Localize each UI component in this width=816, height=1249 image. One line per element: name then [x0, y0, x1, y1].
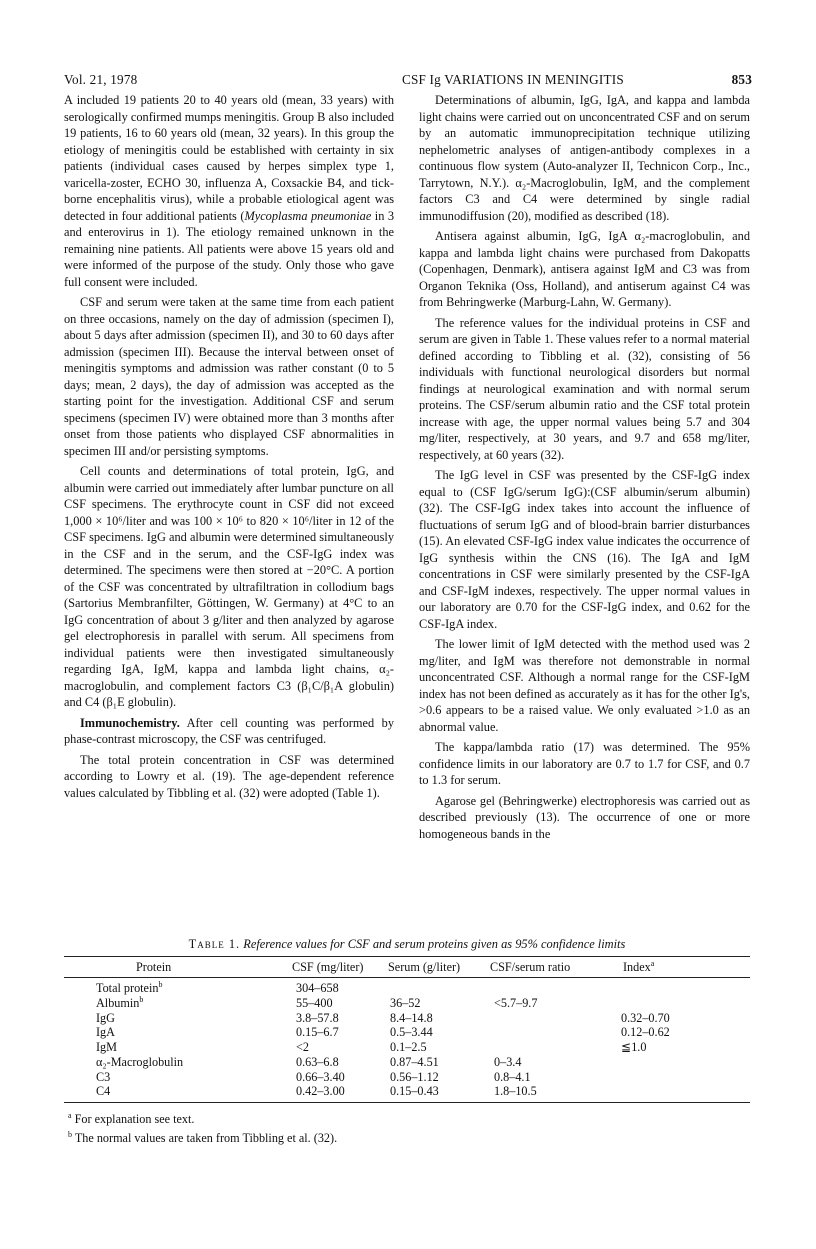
cell-serum [376, 1084, 486, 1099]
header-serum: Serum (g/liter) [388, 959, 461, 974]
footnote-mark: b [139, 995, 144, 1005]
cell-index-text: 0.32–0.70 [621, 1010, 670, 1025]
footnote-mark: b [68, 1130, 72, 1140]
cell-protein [64, 1070, 246, 1085]
cell-csf-text: 55–400 [296, 995, 333, 1010]
paragraph: Agarose gel (Behringwerke) electrophoresis was carried out as described previously (13). The occurrence of one or more homogeneous bands in the [419, 793, 750, 841]
cell-serum-text: 0.5–3.44 [390, 1025, 433, 1040]
cell-serum-text: 0.87–4.51 [390, 1054, 439, 1069]
table-row [64, 996, 750, 1011]
cell-index-text: ≦1.0 [621, 1040, 647, 1055]
header-protein: Protein [136, 959, 172, 974]
paragraph: A included 19 patients 20 to 40 years old (mean, 33 years) with serologically confirmed mumps meningitis. Group B also included 19 patients, 16 to 60 years old (mean, 32 years). In this group the etiology of meningitis could be established with certainty in six patients (individual cases caused by herpes simplex type 1, varicella-zoster, ECHO 30, influenza A, Coxsackie B4, and tick-borne encephalitis virus), while a probable etiological agent was detected in four additional patients (Mycoplasma pneumoniae in 3 and enterovirus in 1). The etiology remained unknown in the remaining nine patients. All patients were above 15 years old and were informed of the purpose of the study. Only those who gave full consent were included. [64, 93, 394, 289]
cell-protein [64, 995, 246, 1011]
section-heading: Immunochemistry. [80, 715, 180, 730]
cell-protein-text: IgG [96, 1010, 115, 1025]
cell-index [601, 1011, 721, 1026]
cell-serum [376, 996, 486, 1011]
cell-ratio [486, 1055, 601, 1070]
cell-ratio [486, 1070, 601, 1085]
paragraph-text: After cell counting was performed by phase-contrast microscopy, the CSF was centrifuged. [64, 715, 394, 746]
paragraph: The kappa/lambda ratio (17) was determined. The 95% confidence limits in our laboratory are 0.7 to 1.7 for CSF, and 0.7 to 1.3 for serum. [419, 740, 750, 787]
cell-serum-text: 0.56–1.12 [390, 1069, 439, 1084]
paragraph: The total protein concentration in CSF was determined according to Lowry et al. (19). The age-dependent reference values calculated by Tibbling et al. (32) were adopted (Table 1). [64, 752, 394, 800]
cell-serum [376, 1040, 486, 1055]
cell-protein [64, 1011, 246, 1026]
table-row [64, 1070, 750, 1085]
left-column [64, 92, 394, 801]
paragraph: The IgG level in CSF was presented by the CSF-IgG index equal to (CSF IgG/serum IgG):(CSF albumin/serum albumin) (32). The CSF-IgG index takes into account the influence of fluctuations of serum IgG and of blood-brain barrier disturbances (15). An elevated CSF-IgG index value indicates the occurrence of IgG synthesis within the CNS (16). The IgA and IgM concentrations in CSF were similarly presented by the CSF-IgA and CSF-IgM indexes, respectively. The upper normal values in our laboratory are 0.70 for the CSF-IgG index, and 0.62 for the CSF-IgA index. [419, 468, 750, 631]
cell-csf-text: 0.66–3.40 [296, 1069, 345, 1084]
footnote [64, 1108, 750, 1127]
cell-protein-text: C3 [96, 1069, 111, 1084]
cell-index [601, 1025, 721, 1040]
running-title: CSF Ig VARIATIONS IN MENINGITIS [402, 72, 624, 87]
cell-protein-text: IgM [96, 1040, 117, 1055]
reference-values-table [64, 956, 750, 1103]
cell-csf [246, 1084, 376, 1099]
footnote-text: The normal values are taken from Tibbling et al. (32). [72, 1131, 338, 1146]
paragraph: CSF and serum were taken at the same time from each patient on three occasions, namely on the day of admission (specimen I), about 5 days after admission (specimen II), and 30 to 60 days after admission (specimen III). Because the interval between onset of meningitis symptoms and admission was rather constant (0 to 5 days; mean, 2 days), the day of admission was accepted as the starting point for the investigation. Additional CSF and serum specimens (specimen IV) were obtained more than 3 months after onset from those patients who displayed CSF abnormalities in specimen III and/or persisting symptoms. [64, 295, 394, 458]
header-csf: CSF (mg/liter) [292, 959, 364, 974]
header-index [601, 959, 721, 975]
cell-serum-text: 8.4–14.8 [390, 1010, 433, 1025]
cell-serum-text: 0.1–2.5 [390, 1040, 427, 1055]
table-caption: Reference values for CSF and serum proteins given as 95% confidence limits [243, 937, 626, 951]
cell-protein [64, 1055, 246, 1070]
cell-csf-text: 0.42–3.00 [296, 1084, 345, 1099]
running-header [402, 72, 752, 88]
table-title [64, 937, 750, 952]
table-header-row [64, 957, 750, 977]
cell-csf [246, 1040, 376, 1055]
cell-ratio-text: 0–3.4 [494, 1054, 522, 1069]
cell-protein [64, 1025, 246, 1040]
paragraph [64, 715, 394, 748]
table-row [64, 1055, 750, 1070]
page-number: 853 [731, 72, 752, 87]
table-row [64, 1011, 750, 1026]
organism-name: Mycoplasma pneumoniae [244, 208, 372, 223]
cell-csf [246, 1025, 376, 1040]
cell-serum-text: 0.15–0.43 [390, 1084, 439, 1099]
cell-csf [246, 1055, 376, 1070]
cell-protein-text: C4 [96, 1084, 111, 1099]
cell-protein-text: Albumin [96, 996, 140, 1011]
cell-protein [64, 1040, 246, 1055]
cell-protein [64, 980, 246, 996]
cell-serum-text: 36–52 [390, 995, 421, 1010]
cell-csf-text: 0.15–6.7 [296, 1025, 339, 1040]
cell-serum [376, 1070, 486, 1085]
cell-index-text: 0.12–0.62 [621, 1025, 670, 1040]
footnote [64, 1127, 750, 1146]
paragraph: Determinations of albumin, IgG, IgA, and kappa and lambda light chains were carried out on unconcentrated CSF and on serum by an automatic immunoprecipitation technique utilizing nephelometric analyses of antigen-antibody complexes in a continuous flow system (Auto-analyzer II, Technicon Corp., Inc., Tarrytown, N.Y.). α₂-Macroglobulin, IgM, and the complement factors C3 and C4 were determined by single radial immunodiffusion (20), modified as described (18). [419, 93, 750, 223]
table-row [64, 981, 750, 996]
cell-csf [246, 1070, 376, 1085]
cell-csf [246, 981, 376, 996]
cell-csf-text: 304–658 [296, 980, 339, 995]
cell-ratio-text: 0.8–4.1 [494, 1069, 531, 1084]
table-bottom-rule [64, 1102, 750, 1103]
footnote-mark: b [158, 980, 163, 990]
table-row [64, 1025, 750, 1040]
cell-ratio [486, 996, 601, 1011]
footnote-text: For explanation see text. [71, 1112, 195, 1127]
right-column [419, 92, 750, 842]
paragraph: The lower limit of IgM detected with the method used was 2 mg/liter, and IgM was therefore not demonstrable in normal unconcentrated CSF. Although a normal range for the CSF-IgM index has not been defined as accurately as it has for the other Ig's, >0.6 appears to be a raised value. We only evaluated >1.0 as an abnormal value. [419, 637, 750, 734]
table-footnotes [64, 1108, 750, 1146]
paragraph: Antisera against albumin, IgG, IgA α₂-macroglobulin, and kappa and lambda light chains were purchased from Dakopatts (Copenhagen, Denmark), antisera against IgM and C3 was from Organon Teknika (Oss, Holland), and antiserum against C4 was from Behringwerke (Marburg-Lahn, W. Germany). [419, 229, 750, 309]
header-ratio: CSF/serum ratio [490, 959, 571, 974]
paragraph: Cell counts and determinations of total protein, IgG, and albumin were carried out immediately after lumbar puncture on all CSF specimens. The erythrocyte count in CSF did not exceed 1,000 × 10⁶/liter and was 100 × 10⁶ to 820 × 10⁶/liter in 12 of the CSF specimens. IgG and albumin were determined simultaneously in the CSF and in the serum, and the CSF-IgG index was determined. The specimens were then stored at −20°C. A portion of the CSF was concentrated by ultrafiltration in collodium bags (Sartorius Membranfilter, Göttingen, W. Germany) at 4°C to an IgG concentration of about 3 g/liter and then analyzed by agarose gel electrophoresis in parallel with serum. All specimens from individual patients were then investigated simultaneously regarding IgA, IgM, kappa and lambda light chains, α₂-macroglobulin, and complement factors C3 (β₁C/β₁A globulin) and C4 (β₁E globulin). [64, 464, 394, 709]
paragraph: The reference values for the individual proteins in CSF and serum are given in Table 1. These values refer to a normal material defined according to Tibbling et al. (32), consisting of 56 individuals with functional neurological disorders but normal findings at neurological examination and with normal serum proteins. The CSF/serum albumin ratio and the CSF total protein increase with age, the upper normal values being 5.7 and 304 mg/liter, respectively, at 30 years, and 9.7 and 658 mg/liter, respectively, at 60 years (32). [419, 315, 750, 462]
table-row [64, 1040, 750, 1055]
header-index-label: Index [623, 960, 651, 975]
table-row [64, 1085, 750, 1100]
cell-csf-text: 3.8–57.8 [296, 1010, 339, 1025]
cell-serum [376, 1011, 486, 1026]
cell-csf-text: 0.63–6.8 [296, 1054, 339, 1069]
cell-ratio-text: 1.8–10.5 [494, 1084, 537, 1099]
table-body [64, 978, 750, 1102]
cell-csf-text: <2 [296, 1040, 309, 1055]
volume-label: Vol. 21, 1978 [64, 72, 138, 87]
footnote-mark: a [650, 958, 655, 968]
footnote-mark: a [68, 1111, 72, 1120]
cell-csf [246, 996, 376, 1011]
cell-serum [376, 1025, 486, 1040]
cell-index [601, 1040, 721, 1055]
cell-protein-text: α₂-Macroglobulin [96, 1054, 184, 1069]
cell-ratio-text: <5.7–9.7 [494, 995, 538, 1010]
table-label: Table 1. [188, 937, 241, 951]
cell-protein-text: IgA [96, 1025, 115, 1040]
cell-ratio [486, 1084, 601, 1099]
cell-protein-text: Total protein [96, 981, 159, 996]
cell-protein [64, 1084, 246, 1099]
cell-serum [376, 1055, 486, 1070]
cell-csf [246, 1011, 376, 1026]
